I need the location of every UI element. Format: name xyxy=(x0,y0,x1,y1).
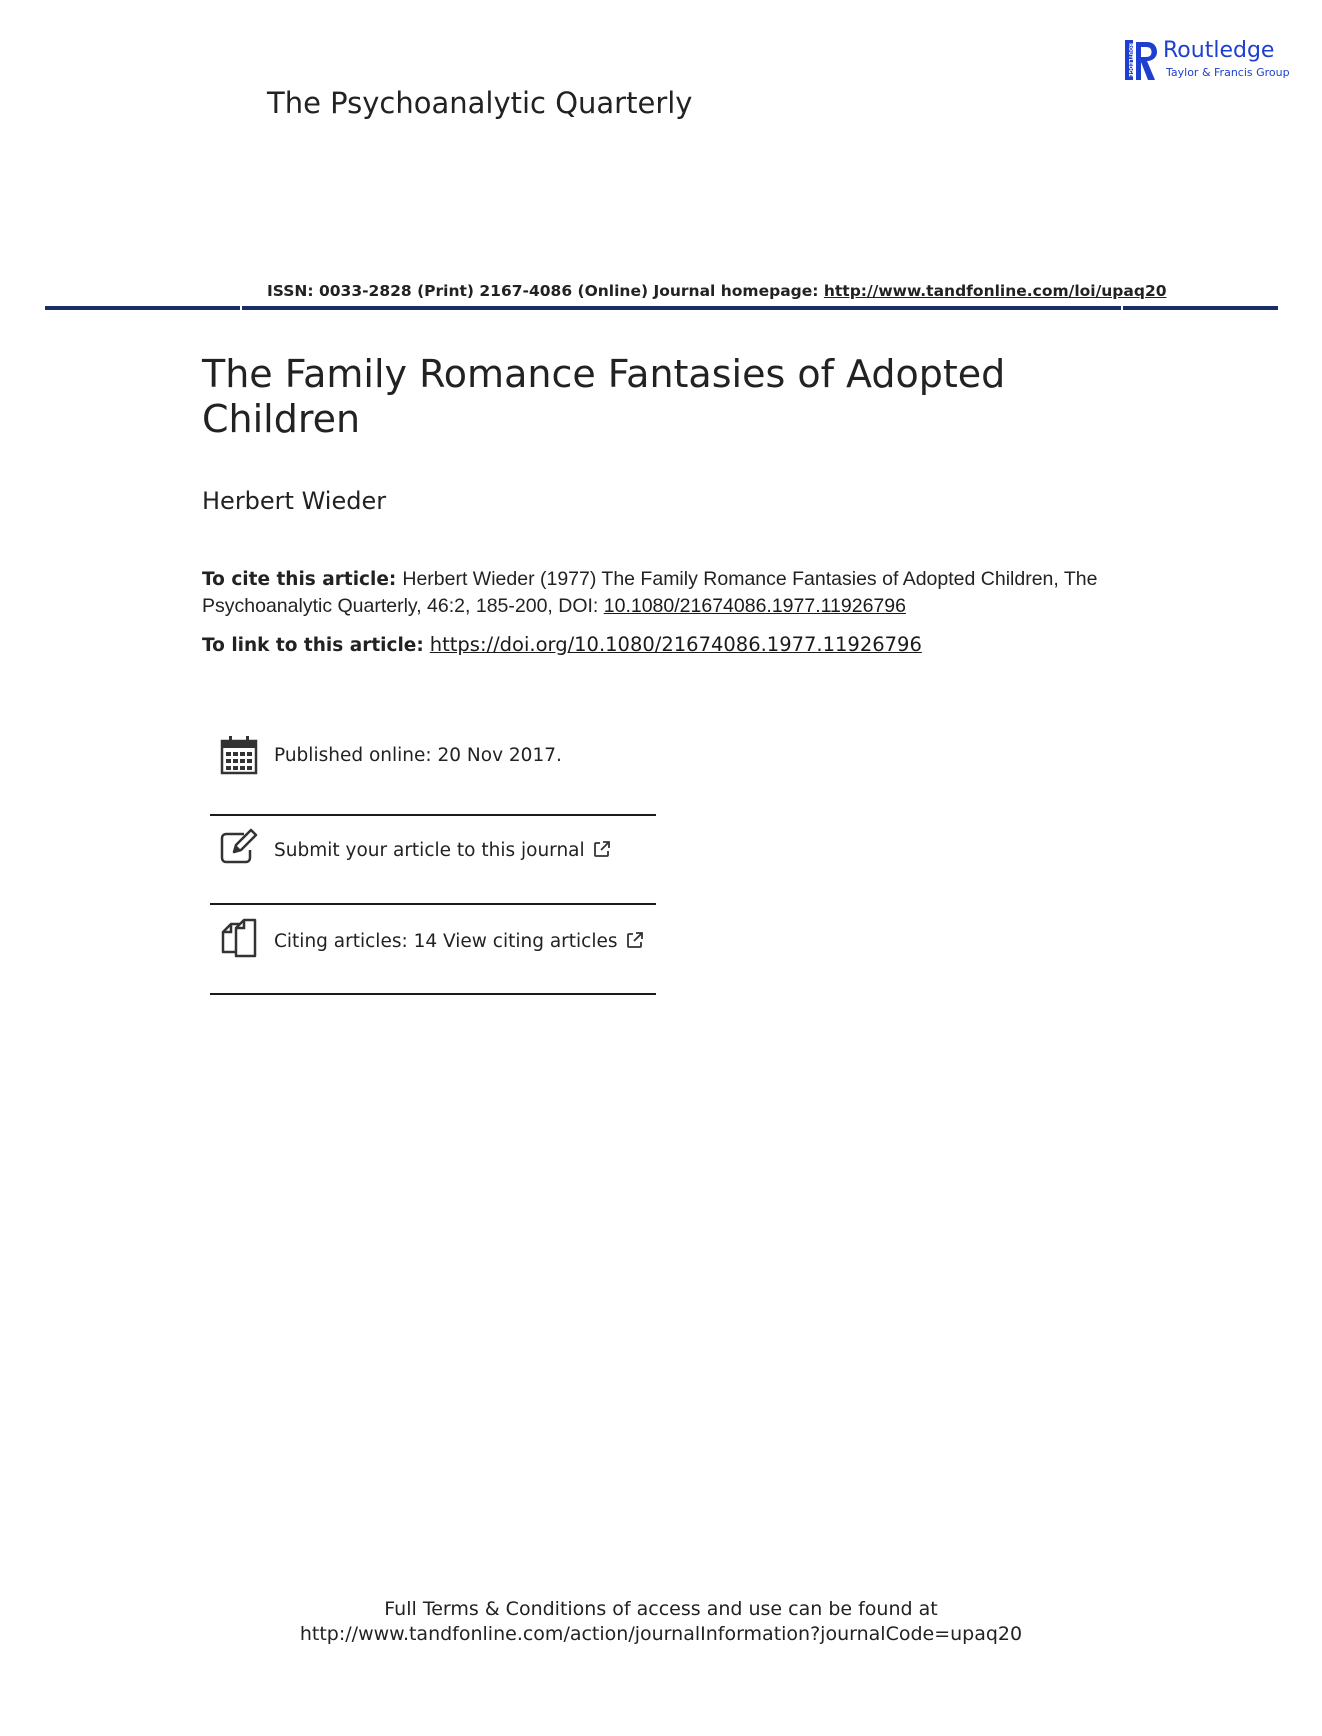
cite-label: To cite this article: xyxy=(202,569,397,590)
header-rule xyxy=(45,306,1278,310)
divider xyxy=(210,993,656,995)
article-url-link[interactable]: https://doi.org/10.1080/21674086.1977.11926796 xyxy=(429,633,922,656)
external-link-icon xyxy=(593,840,611,858)
rule-gap xyxy=(240,306,242,310)
external-link-icon xyxy=(626,931,644,949)
citing-articles-link[interactable]: Citing articles: 14 View citing articles xyxy=(274,931,618,952)
divider xyxy=(210,903,656,905)
doi-link[interactable]: 10.1080/21674086.1977.11926796 xyxy=(603,595,906,617)
edit-icon xyxy=(220,828,258,868)
issn-text: ISSN: 0033-2828 (Print) 2167-4086 (Online) Journal homepage: xyxy=(267,282,824,300)
citing-row[interactable] xyxy=(210,916,656,966)
publisher-logo xyxy=(1125,36,1290,86)
divider xyxy=(210,814,656,816)
article-title: The Family Romance Fantasies of Adopted Children xyxy=(202,352,1006,441)
submit-row[interactable] xyxy=(210,826,656,876)
submit-article-link[interactable]: Submit your article to this journal xyxy=(274,840,585,861)
issn-line xyxy=(267,282,1167,300)
citation-block xyxy=(202,566,1152,619)
footer-terms-text: Full Terms & Conditions of access and use can be found at xyxy=(384,1598,938,1620)
journal-name: The Psychoanalytic Quarterly xyxy=(267,86,693,120)
published-row xyxy=(210,735,656,780)
documents-icon xyxy=(220,918,258,958)
cite-text: Herbert Wieder (1977) The Family Romance Fantasies of Adopted Children, The Psychoanalytic Quarterly, 46:2, 185-200, DOI: xyxy=(202,568,1098,617)
calendar-icon xyxy=(220,735,258,775)
article-link-line xyxy=(202,633,922,656)
journal-homepage-link[interactable]: http://www.tandfonline.com/loi/upaq20 xyxy=(823,282,1167,300)
publisher-subtitle: Taylor & Francis Group xyxy=(1166,66,1290,79)
link-label: To link to this article: xyxy=(202,635,424,656)
logo-vertical-text: ROUTLEDGE xyxy=(1127,43,1133,77)
footer-terms-url[interactable]: http://www.tandfonline.com/action/journalInformation?journalCode=upaq20 xyxy=(299,1623,1023,1645)
routledge-logo-icon xyxy=(1125,38,1159,82)
publisher-name: Routledge xyxy=(1163,38,1275,63)
published-date: Published online: 20 Nov 2017. xyxy=(274,745,562,766)
rule-gap xyxy=(1121,306,1123,310)
article-author: Herbert Wieder xyxy=(202,487,387,515)
footer xyxy=(0,1597,1322,1647)
